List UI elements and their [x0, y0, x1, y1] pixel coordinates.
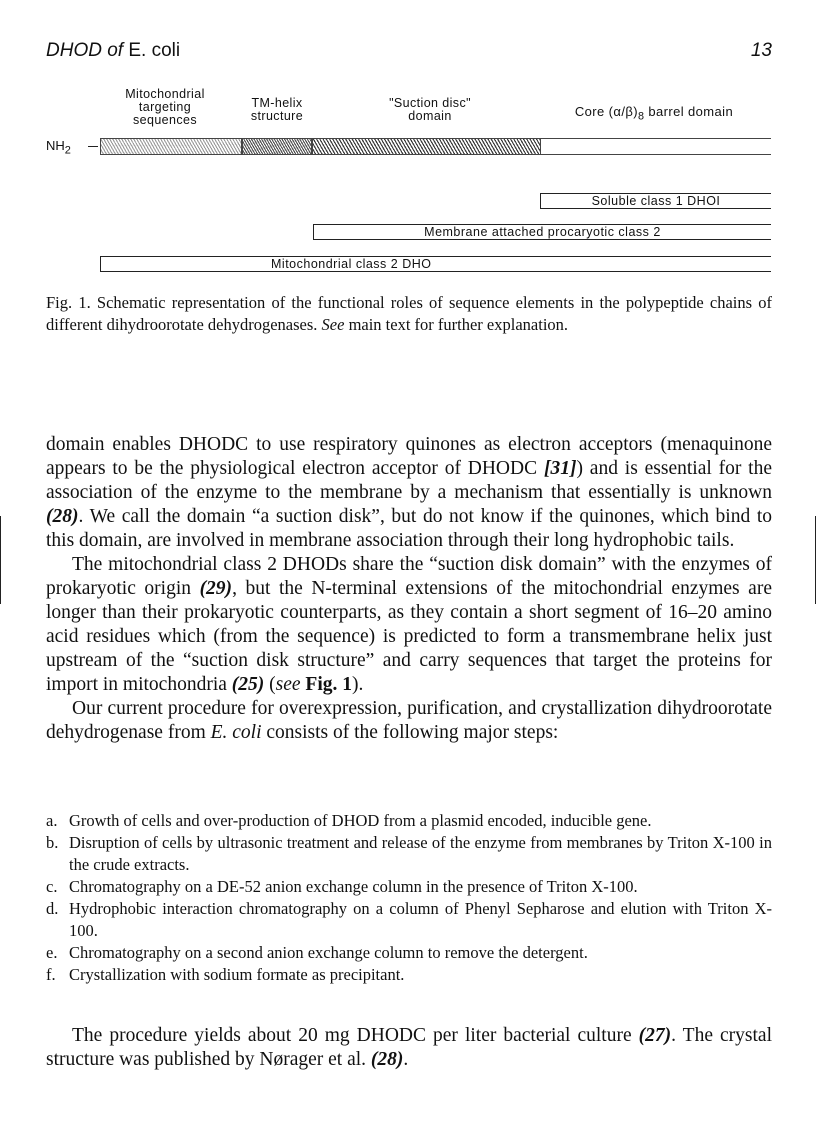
label-suction-disc: "Suction disc" domain — [389, 96, 471, 123]
label-core-barrel: Core $(\alpha/\beta)_8$ barrel domain — [574, 104, 734, 123]
figure-1-schematic — [0, 86, 816, 286]
bracket-membrane-procaryotic: Membrane attached procaryotic class 2 — [313, 224, 771, 240]
label-tm-helix: TM-helix structure — [250, 96, 304, 123]
list-item: f. Crystallization with sodium formate as precipitant. — [46, 965, 405, 984]
paragraph-3: Our current procedure for overexpression, purification, and crystallization dihydroorotate dehydrogenase from E. coli consists of the following major steps: — [46, 698, 772, 743]
list-item: c. Chromatography on a DE-52 anion exchange column in the presence of Triton X-100. — [46, 877, 638, 896]
list-item: e. Chromatography on a second anion exchange column to remove the detergent. — [46, 943, 588, 962]
nh2-tick — [88, 146, 98, 147]
list-item: d. Hydrophobic interaction chromatography on a column of Phenyl Sepharose and elution with Triton X-100. — [46, 899, 772, 940]
segment-suction-disc — [312, 138, 541, 155]
bracket-soluble-class-1: Soluble class 1 DHOI — [540, 193, 771, 209]
running-head — [46, 40, 772, 66]
page-number: 13 — [750, 40, 772, 61]
label-mitochondrial-targeting: Mitochondrial targeting sequences — [125, 87, 205, 127]
paragraph-1: domain enables DHODC to use respiratory quinones as electron acceptors (menaquinone appears to be the physiological electron acceptor of DHODC [31]) and is essential for the association of the enzyme to the membrane by a mechanism that essentially is unknown (28). We call the domain “a suction disk”, but do not know if the quinones, which bind to this domain, are involved in membrane association through their long hydrophobic tails. — [46, 434, 772, 551]
closing-paragraph: The procedure yields about 20 mg DHODC per liter bacterial culture (27). The crystal structure was published by Nørager et al. (28). — [46, 1025, 772, 1070]
bracket-mitochondrial-class-2: Mitochondrial class 2 DHO — [100, 256, 771, 272]
paragraph-2: The mitochondrial class 2 DHODs share the “suction disk domain” with the enzymes of prokaryotic origin (29), but the N-terminal extensions of the mitochondrial enzymes are longer than their prokaryotic counterparts, as they contain a short segment of 16–20 amino acid residues which (from the sequence) is predicted to form a transmembrane helix just upstream of the “suction disk structure” and carry sequences that target the proteins for import in mitochondria (25) (see Fig. 1). — [46, 554, 772, 695]
nh2-terminus-label: $NH_2$ — [46, 138, 71, 157]
segment-core-barrel — [541, 138, 771, 155]
segment-mitochondrial-targeting — [100, 138, 242, 155]
body-text — [46, 433, 772, 745]
running-title: DHOD of E. coli — [46, 40, 181, 61]
list-item: b. Disruption of cells by ultrasonic treatment and release of the enzyme from membranes by Triton X-100 in the crude extracts. — [46, 833, 772, 874]
segment-tm-helix — [242, 138, 312, 155]
left-margin-mark — [0, 516, 1, 604]
procedure-steps — [46, 810, 772, 986]
figure-caption: Fig. 1. Schematic representation of the functional roles of sequence elements in the polypeptide chains of different dihydroorotate dehydrogenases. See main text for further explanation. — [46, 293, 772, 334]
list-item: a. Growth of cells and over-production of DHOD from a plasmid encoded, inducible gene. — [46, 811, 652, 830]
